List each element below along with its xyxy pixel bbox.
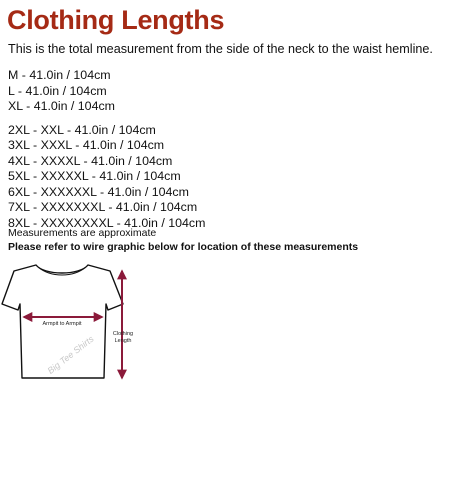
refer-note: Please refer to wire graphic below for location of these measurements bbox=[8, 241, 359, 253]
size-item: XL - 41.0in / 104cm bbox=[8, 99, 115, 113]
tshirt-collar-icon bbox=[38, 267, 86, 275]
description: This is the total measurement from the side of the neck to the waist hemline. bbox=[8, 42, 433, 56]
size-item: 2XL - XXL - 41.0in / 104cm bbox=[8, 122, 156, 137]
size-item: 8XL - XXXXXXXXL - 41.0in / 104cm bbox=[8, 215, 206, 230]
length-label-2: Length bbox=[114, 338, 132, 344]
armpit-label: Armpit to Armpit bbox=[42, 321, 82, 327]
watermark: Big Tee Shirts bbox=[45, 333, 96, 376]
size-item: M - 41.0in / 104cm bbox=[8, 68, 111, 82]
size-item: L - 41.0in / 104cm bbox=[8, 83, 107, 98]
length-label-1: Clothing bbox=[112, 331, 134, 337]
size-item: 7XL - XXXXXXXL - 41.0in / 104cm bbox=[8, 200, 198, 214]
size-item: 4XL - XXXXL - 41.0in / 104cm bbox=[8, 153, 173, 168]
page-title: Clothing Lengths bbox=[7, 5, 225, 35]
approximate-note: Measurements are approximate bbox=[8, 227, 157, 239]
size-item: 5XL - XXXXXL - 41.0in / 104cm bbox=[8, 169, 181, 183]
tshirt-diagram bbox=[0, 258, 140, 393]
size-item: 3XL - XXXL - 41.0in / 104cm bbox=[8, 138, 165, 152]
size-item: 6XL - XXXXXXL - 41.0in / 104cm bbox=[8, 184, 189, 199]
size-list bbox=[8, 68, 205, 231]
